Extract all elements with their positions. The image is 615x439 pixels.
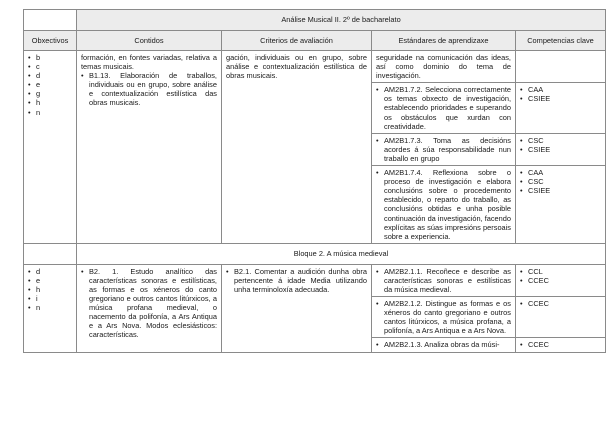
list-item: formación, en fontes variadas, relativa a temas musicais.: [81, 53, 217, 72]
competences-cell: [516, 166, 606, 244]
standard-item: • AM2B1.7.2. Selecciona correctamente os temas obxecto de investigación, establecendo prioridades e superando os obstáculos que xurdan con creatividade.: [376, 85, 511, 130]
document-page: [23, 9, 605, 353]
list-item: • n: [28, 303, 72, 312]
header-objectives: Obxectivos: [24, 31, 77, 51]
curriculum-table: [23, 9, 606, 353]
table-title: Análise Musical II. 2º de bacharelato: [77, 10, 606, 31]
standard-cell: [372, 133, 516, 165]
competence-item: • CCL: [520, 267, 601, 276]
criteria-item: • B2.1. Comentar a audición dunha obra pertencente á idade Media utilizando unha terminoloxía adecuada.: [226, 267, 367, 294]
competences-cell: [516, 297, 606, 338]
list-item: • e: [28, 276, 72, 285]
competence-item: • CAA: [520, 85, 601, 94]
competence-item: • CCEC: [520, 299, 601, 308]
list-item: • B1.13. Elaboración de traballos, individuais ou en grupo, sobre análise e contextualización estilística das obras musicais.: [81, 71, 217, 107]
header-standards: Estándares de aprendizaxe: [372, 31, 516, 51]
standard-item: • AM2B1.7.3. Toma as decisións acordes á súa responsabilidade nun traballo en grupo: [376, 136, 511, 163]
list-item: • n: [28, 108, 72, 117]
block1-contents-cell: [77, 51, 222, 244]
standard-item: • AM2B1.7.4. Reflexiona sobre o proceso de investigación e elabora conclusións sobre o procedemento establecido, o reparto do traballo, as conclusións obtidas e unha posible continuación da investigación, facendo explícitas as súas impresións persoais sobre a experiencia.: [376, 168, 511, 241]
list-item: • c: [28, 62, 72, 71]
block2-corner-cell: [24, 243, 77, 264]
competences-cell: [516, 338, 606, 352]
block1-objectives-cell: [24, 51, 77, 244]
competences-cell: [516, 133, 606, 165]
standard-cell: [372, 166, 516, 244]
standard-cell: [372, 51, 516, 83]
list-item: • b: [28, 53, 72, 62]
list-item: • e: [28, 80, 72, 89]
block2-title: Bloque 2. A música medieval: [77, 243, 606, 264]
list-item: • d: [28, 71, 72, 80]
competences-cell: [516, 264, 606, 296]
list-item: • i: [28, 294, 72, 303]
table-corner-cell: [24, 10, 77, 31]
standard-cell: [372, 297, 516, 338]
competence-item: • CSIEE: [520, 186, 601, 195]
list-item: • h: [28, 285, 72, 294]
competence-item: • CCEC: [520, 340, 601, 349]
list-item: • g: [28, 89, 72, 98]
competence-item: • CSIEE: [520, 145, 601, 154]
header-criteria: Criterios de avaliación: [222, 31, 372, 51]
standard-cell: [372, 83, 516, 133]
contents-item: • B2. 1. Estudo analítico das características sonoras e estilísticas, as formas e os xéneros do canto gregoriano e outros cantos litúrxicos, a música profana medieval, o nacemento da polifonía, a Ars Antiqua e a Ars Nova. Modos eclesiásticos: características.: [81, 267, 217, 340]
contents-list: [81, 53, 217, 108]
list-item: • h: [28, 98, 72, 107]
list-item: • d: [28, 267, 72, 276]
standard-item: • AM2B2.1.1. Recoñece e describe as características sonoras e estilísticas da música medieval.: [376, 267, 511, 294]
standard-cell: [372, 338, 516, 352]
block2-contents-cell: [77, 264, 222, 352]
competence-item: • CCEC: [520, 276, 601, 285]
standard-item: • AM2B2.1.3. Analiza obras da músi-: [376, 340, 511, 349]
header-contents: Contidos: [77, 31, 222, 51]
block2-objectives-cell: [24, 264, 77, 352]
block2-criteria-cell: [222, 264, 372, 352]
objectives-list: [28, 267, 72, 312]
competence-item: • CSC: [520, 177, 601, 186]
competences-cell: [516, 51, 606, 83]
competence-item: • CAA: [520, 168, 601, 177]
competence-item: • CSIEE: [520, 94, 601, 103]
competences-cell: [516, 83, 606, 133]
block1-criteria-cell: gación, individuais ou en grupo, sobre análise e contextualización estilística de obras musicais.: [222, 51, 372, 244]
header-competences: Competencias clave: [516, 31, 606, 51]
standard-item: • AM2B2.1.2. Distingue as formas e os xéneros do canto gregoriano e outros cantos litúrxicos, a música profana, a polifonía, a Ars Antiqua e a Ars Nova.: [376, 299, 511, 335]
standard-text: seguridade na comunicación das ideas, así como dominio do tema de investigación.: [376, 53, 511, 81]
competence-item: • CSC: [520, 136, 601, 145]
standard-cell: [372, 264, 516, 296]
objectives-list: [28, 53, 72, 117]
